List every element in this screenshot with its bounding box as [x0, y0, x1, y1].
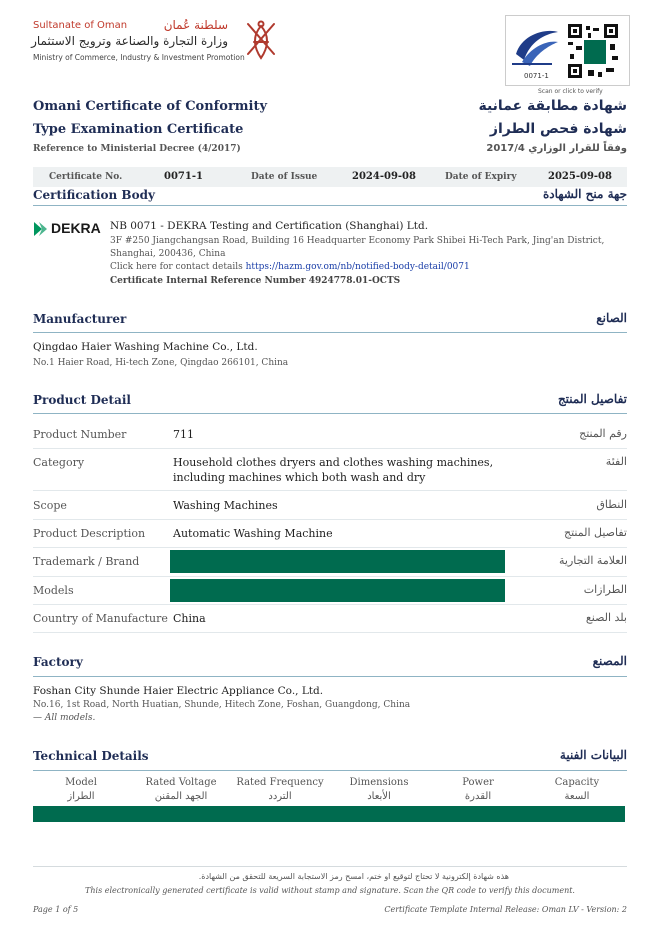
column-rated-frequency-ar: التردد — [268, 791, 292, 802]
row-divider — [33, 576, 627, 577]
column-dimensions-ar: الأبعاد — [367, 791, 391, 802]
qr-code-icon[interactable] — [568, 24, 618, 78]
date-of-issue-value: 2024-09-08 — [352, 171, 416, 182]
title-en-1: Omani Certificate of Conformity — [33, 99, 268, 114]
trademark-label: Trademark / Brand — [33, 555, 140, 568]
factory-address: No.16, 1st Road, North Huatian, Shunde, Hitech Zone, Foshan, Guangdong, China — [33, 700, 411, 710]
ministry-ar-top: سلطنة عُمان — [163, 18, 228, 32]
column-model-ar: الطراز — [67, 791, 95, 802]
factory-title-ar: المصنع — [592, 654, 627, 668]
certificate-no-label: Certificate No. — [49, 172, 123, 182]
contact-prefix: Click here for contact details — [110, 262, 243, 272]
column-capacity-ar: السعة — [564, 791, 590, 802]
date-of-expiry-value: 2025-09-08 — [548, 171, 612, 182]
certificate-info-bar — [33, 167, 627, 187]
scope-label: Scope — [33, 499, 67, 512]
contact-link[interactable]: https://hazm.gov.om/nb/notified-body-detail/0071 — [245, 262, 470, 272]
technical-details-title: Technical Details — [33, 749, 149, 763]
dekra-logo — [33, 220, 101, 238]
row-divider — [33, 604, 627, 605]
product-description-label: Product Description — [33, 527, 146, 540]
country-label-ar: بلد الصنع — [585, 611, 627, 624]
footer-divider — [33, 866, 627, 867]
scope-label-ar: النطاق — [596, 498, 627, 511]
product-detail-title-ar: تفاصيل المنتج — [557, 392, 627, 406]
country-value: China — [173, 612, 206, 625]
models-label: Models — [33, 584, 74, 597]
column-capacity-en: Capacity — [554, 777, 600, 788]
product-description-value: Automatic Washing Machine — [173, 527, 333, 540]
column-dimensions-en: Dimensions — [349, 777, 409, 788]
category-value-line-1: Household clothes dryers and clothes washing machines, — [173, 456, 494, 469]
row-divider — [33, 448, 627, 449]
scope-value: Washing Machines — [173, 499, 278, 512]
column-rated-voltage-en: Rated Voltage — [145, 777, 217, 788]
certification-body-name: NB 0071 - DEKRA Testing and Certification (Shanghai) Ltd. — [110, 220, 429, 232]
certificate-no-value: 0071-1 — [164, 171, 203, 182]
title-ar-3: وفقاً للقرار الوزاري 2017/4 — [486, 143, 627, 154]
internal-reference-number: Certificate Internal Reference Number 4924778.01-OCTS — [110, 276, 401, 286]
product-detail-title: Product Detail — [33, 393, 131, 407]
factory-title: Factory — [33, 655, 83, 669]
manufacturer-title-ar: الصانع — [596, 311, 627, 325]
category-label-ar: الفئة — [605, 455, 627, 468]
trademark-label-ar: العلامة التجارية — [558, 554, 627, 567]
contact-details — [110, 262, 470, 272]
manufacturer-address: No.1 Haier Road, Hi-tech Zone, Qingdao 266101, China — [33, 358, 289, 368]
section-divider — [33, 205, 627, 206]
manufacturer-name: Qingdao Haier Washing Machine Co., Ltd. — [33, 341, 258, 353]
column-model — [36, 776, 126, 804]
product-number-label: Product Number — [33, 428, 127, 441]
column-power-ar: القدرة — [464, 791, 492, 802]
section-divider — [33, 413, 627, 414]
product-description-label-ar: تفاصيل المنتج — [564, 526, 627, 539]
section-divider — [33, 770, 627, 771]
trademark-redacted — [170, 550, 505, 573]
dekra-logo-text: DEKRA — [51, 220, 101, 236]
qr-caption: Scan or click to verify — [538, 88, 603, 95]
date-of-issue-label: Date of Issue — [251, 172, 318, 182]
product-number-label-ar: رقم المنتج — [579, 427, 627, 440]
oman-emblem — [240, 18, 282, 64]
footer-note-ar: هذه شهادة إلكترونية لا تحتاج لتوقيع او ختم، امسح رمز الاستجابة السريعة للتحقق من الشهادة. — [198, 872, 509, 881]
factory-note: — All models. — [33, 713, 96, 723]
models-label-ar: الطرازات — [583, 583, 627, 596]
date-of-expiry-label: Date of Expiry — [445, 172, 517, 182]
title-ar-2: شهادة فحص الطراز — [489, 121, 627, 137]
product-number-value: 711 — [173, 428, 194, 441]
ministry-name-ar: وزارة التجارة والصناعة وترويج الاستثمار — [31, 34, 228, 48]
title-ar-1: شهادة مطابقة عمانية — [478, 98, 627, 114]
manufacturer-title: Manufacturer — [33, 312, 127, 326]
category-label: Category — [33, 456, 85, 469]
footer-note-en: This electronically generated certificate is valid without stamp and signature. Scan the QR code to verify this document. — [85, 886, 575, 895]
dekra-logo-icon — [33, 221, 49, 237]
section-divider — [33, 332, 627, 333]
column-power — [433, 776, 523, 804]
category-value-line-2: including machines which both wash and dry — [173, 471, 426, 484]
column-model-en: Model — [65, 777, 97, 788]
column-rated-voltage-ar: الجهد المقنن — [154, 791, 208, 802]
factory-name: Foshan City Shunde Haier Electric Appliance Co., Ltd. — [33, 685, 324, 697]
column-power-en: Power — [462, 777, 494, 788]
qr-frame[interactable] — [505, 15, 630, 86]
section-divider — [33, 676, 627, 677]
ministry-name-en: Ministry of Commerce, Industry & Investment Promotion — [33, 53, 245, 62]
row-divider — [33, 632, 627, 633]
models-redacted — [170, 579, 505, 602]
certification-body-address-2: Shanghai, 200436, China — [110, 249, 226, 259]
template-release: Certificate Template Internal Release: Oman LV - Version: 2 — [384, 905, 627, 914]
certification-body-title: Certification Body — [33, 188, 155, 202]
qr-logo — [512, 24, 562, 68]
row-divider — [33, 547, 627, 548]
technical-data-redacted — [33, 806, 625, 822]
column-capacity — [532, 776, 622, 804]
qr-code-label: 0071-1 — [524, 72, 549, 80]
certification-body-title-ar: جهة منح الشهادة — [542, 187, 627, 201]
certification-body-address-1: 3F #250 Jiangchangsan Road, Building 16 Headquarter Economy Park Shibei Hi-Tech Park, Jing'an District, — [110, 236, 605, 246]
page-number: Page 1 of 5 — [33, 905, 79, 914]
row-divider — [33, 490, 627, 491]
column-rated-frequency-en: Rated Frequency — [236, 777, 324, 788]
title-en-2: Type Examination Certificate — [33, 122, 244, 137]
title-en-3: Reference to Ministerial Decree (4/2017) — [33, 144, 241, 154]
column-rated-voltage — [136, 776, 226, 804]
column-rated-frequency — [235, 776, 325, 804]
column-dimensions — [334, 776, 424, 804]
technical-details-title-ar: البيانات الفنية — [559, 748, 627, 762]
country-label: Country of Manufacture — [33, 612, 168, 625]
row-divider — [33, 519, 627, 520]
ministry-en-top: Sultanate of Oman — [33, 20, 128, 31]
